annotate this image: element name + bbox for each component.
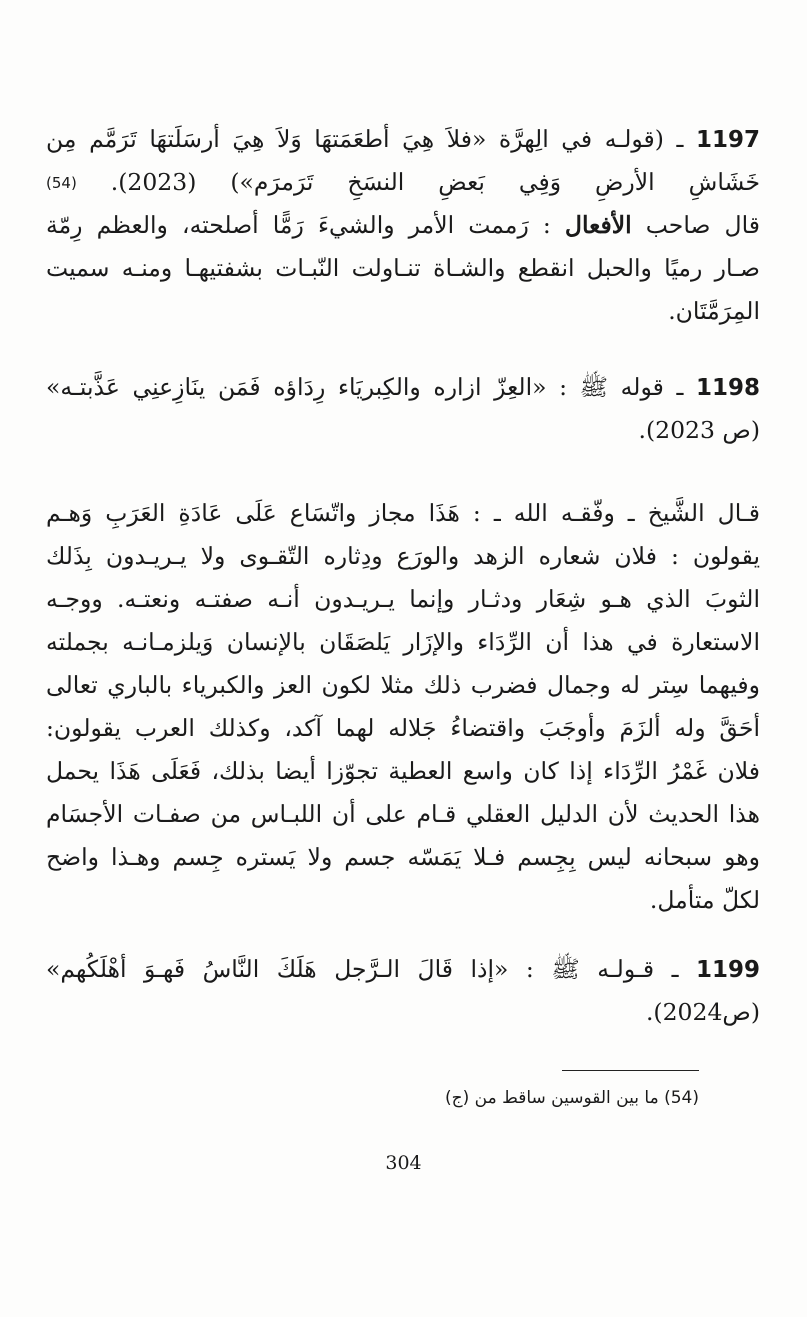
entry-1199 xyxy=(46,948,760,1034)
commentary-line xyxy=(46,750,760,793)
footnote-divider xyxy=(562,1070,699,1071)
entry-line xyxy=(46,204,760,247)
bold-term: الأفعال xyxy=(564,211,632,239)
entry-line xyxy=(46,118,760,161)
commentary-line-text: هذا الحديث لأن الدليل العقلي قـام على أن اللبـاس من صفـات الأجسَام xyxy=(46,800,760,828)
commentary-line-text: أحَقَّ وله ألزَمَ وأوجَبَ واقتضاءُ جَلاله لهما آكد، وكذلك العرب يقولون: xyxy=(46,714,760,742)
footnote-text: (54) ما بين القوسين ساقط من (ج) xyxy=(445,1088,699,1108)
commentary-line xyxy=(46,535,760,578)
entry-line xyxy=(46,991,760,1034)
commentary-paragraph xyxy=(46,492,760,922)
entry-1197 xyxy=(46,118,760,333)
commentary-line xyxy=(46,836,760,879)
entry-1198 xyxy=(46,366,760,452)
commentary-line xyxy=(46,879,760,922)
entry-line-text: ـ قوله ﷺ : «العِزّ ازاره والكِبريَاء رِدَاؤه فَمَن ينَازِعنِي عَذَّبتـه» xyxy=(46,373,684,401)
commentary-line-text: يقولون : فلان شعاره الزهد والورَع ودِثاره التّقـوى ولا يـريـدون بِذَلك xyxy=(46,542,760,570)
commentary-line xyxy=(46,578,760,621)
entry-line-text: قال صاحب الأفعال : رَممت الأمر والشيءَ رَمًّا أصلحته، والعظم رِمّة xyxy=(46,211,760,239)
entry-line-text: خَشَاشِ الأرضِ وَفِي بَعضِ النسَخِ تَرَمرَم») (2023). xyxy=(110,168,760,196)
commentary-line-text: قـال الشَّيخ ـ وفّقـه الله ـ : هَذَا مجاز واتّسَاع عَلَى عَادَةِ العَرَبِ وَهـم xyxy=(46,499,760,527)
entry-line-text: المِرَمَّتَان. xyxy=(668,297,760,325)
entry-line xyxy=(46,409,760,452)
entry-line xyxy=(46,366,760,409)
entry-line-text: (ص2024). xyxy=(645,998,760,1026)
entry-line-text: ـ قـولـه ﷺ : «إذا قَالَ الـرَّجل هَلَكَ النَّاسُ فَهـوَ أهْلَكُهم» xyxy=(46,955,679,983)
entry-line-text: صـار رميًا والحبل انقطع والشـاة تنـاولت النّبـات بشفتيهـا ومنـه سميت xyxy=(46,254,760,282)
commentary-line xyxy=(46,707,760,750)
footnote-reference: (54) xyxy=(46,174,77,192)
commentary-line-text: الثوبَ الذي هـو شِعَار ودثـار وإنما يـريـدون أنـه صفتـه ونعتـه. ووجـه xyxy=(46,585,760,613)
commentary-line xyxy=(46,664,760,707)
entry-number: 1197 xyxy=(695,127,760,153)
commentary-line xyxy=(46,793,760,836)
entry-number: 1198 xyxy=(695,375,760,401)
entry-line xyxy=(46,948,760,991)
entry-line xyxy=(46,161,760,204)
entry-line-text: (ص 2023). xyxy=(638,416,760,444)
entry-line xyxy=(46,290,760,333)
commentary-line-text: فلان غَمْرُ الرِّدَاء إذا كان واسع العطية تجوّزا أيضا بذلك، فَعَلَى هَذَا يحمل xyxy=(46,757,760,785)
commentary-line xyxy=(46,492,760,535)
page-number: 304 xyxy=(385,1152,422,1174)
commentary-line-text: وهو سبحانه ليس بِجِسم فـلا يَمَسّه جسم ولا يَستره جِسم وهـذا واضح xyxy=(46,843,760,871)
commentary-line-text: وفيهما سِتر له وجمال فضرب ذلك مثلا لكون العز والكبرياء بالباري تعالى xyxy=(46,671,760,699)
commentary-line xyxy=(46,621,760,664)
entry-line xyxy=(46,247,760,290)
entry-line-text: ـ (قولـه في الِهرَّة «فلاَ هِيَ أطعَمَتهَا وَلاَ هِيَ أرسَلَتهَا تَرَمَّم مِن xyxy=(46,125,684,153)
commentary-line-text: لكلّ متأمل. xyxy=(649,886,760,914)
entry-number: 1199 xyxy=(695,957,760,983)
commentary-line-text: الاستعارة في هذا أن الرِّدَاء والإزَار يَلصَقَان بالإنسان وَيلزمـانـه بجملته xyxy=(46,628,760,656)
